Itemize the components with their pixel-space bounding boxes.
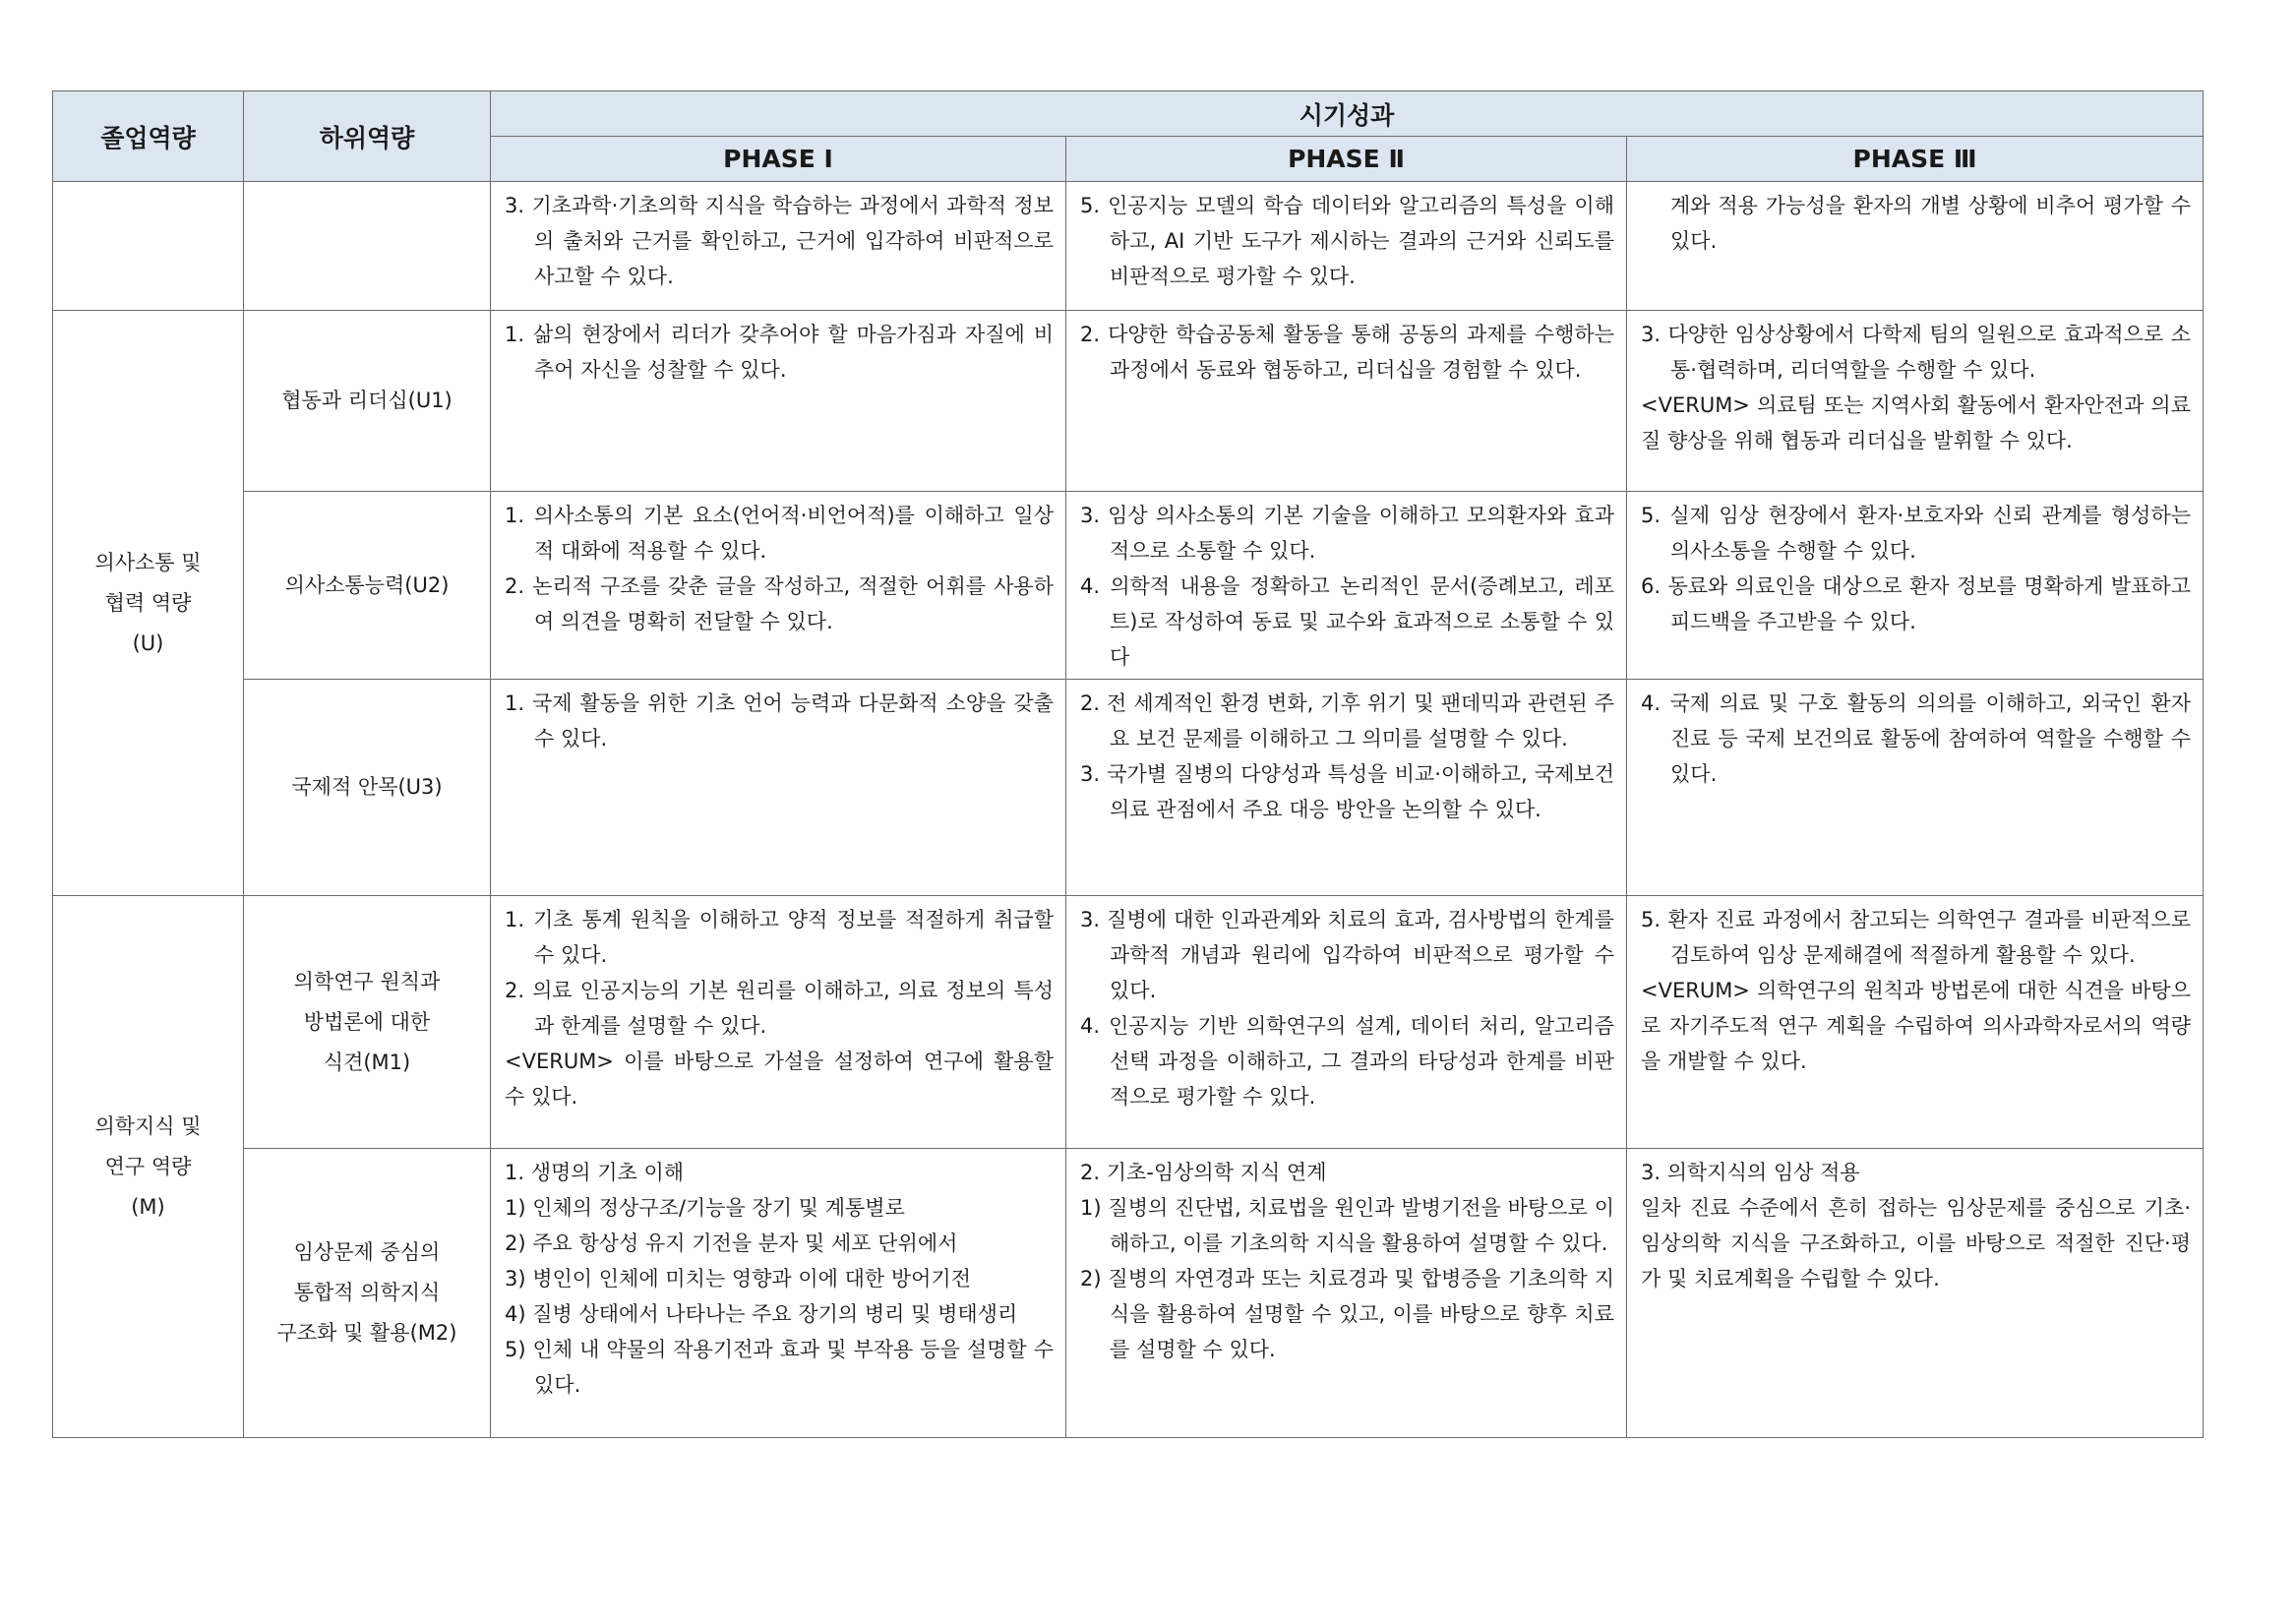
- cell-item: 2. 논리적 구조를 갖춘 글을 작성하고, 적절한 어휘를 사용하여 의견을 명확히 전달할 수 있다.: [505, 574, 1054, 633]
- header-graduation-competency: 졸업역량: [53, 91, 244, 182]
- cell-item: 3. 국가별 질병의 다양성과 특성을 비교·이해하고, 국제보건의료 관점에서 주요 대응 방안을 논의할 수 있다.: [1080, 762, 1614, 821]
- cell-item: 2) 질병의 자연경과 또는 치료경과 및 합병증을 기초의학 지식을 활용하여 설명할 수 있고, 이를 바탕으로 향후 치료를 설명할 수 있다.: [1080, 1267, 1614, 1361]
- cell-item: 6. 동료와 의료인을 대상으로 환자 정보를 명확하게 발표하고 피드백을 주고받을 수 있다.: [1641, 574, 2192, 633]
- phase1-cell: [491, 680, 1066, 896]
- cell-item: 계와 적용 가능성을 환자의 개별 상황에 비추어 평가할 수 있다.: [1670, 194, 2192, 253]
- cell-item: 1. 삶의 현장에서 리더가 갖추어야 할 마음가짐과 자질에 비추어 자신을 성찰할 수 있다.: [505, 323, 1054, 382]
- cell-item: 1. 생명의 기초 이해: [505, 1161, 685, 1184]
- cell-item: 1. 국제 활동을 위한 기초 언어 능력과 다문화적 소양을 갖출 수 있다.: [505, 691, 1054, 750]
- sub-competency-u2: 의사소통능력(U2): [244, 492, 491, 680]
- grad-competency-m: 의학지식 및 연구 역량 (M): [53, 896, 244, 1438]
- cell-item: 3. 임상 의사소통의 기본 기술을 이해하고 모의환자와 효과적으로 소통할 수 있다.: [1080, 504, 1614, 563]
- table-row-u2: [53, 492, 2204, 680]
- cell-item: 5) 인체 내 약물의 작용기전과 효과 및 부작용 등을 설명할 수 있다.: [505, 1338, 1054, 1397]
- phase2-cell: [1066, 896, 1627, 1149]
- cell-item: 5. 실제 임상 현장에서 환자·보호자와 신뢰 관계를 형성하는 의사소통을 수행할 수 있다.: [1641, 504, 2192, 563]
- header-phase-2: PHASE Ⅱ: [1066, 137, 1627, 182]
- cell-item: 3. 다양한 임상상황에서 다학제 팀의 일원으로 효과적으로 소통·협력하며, 리더역할을 수행할 수 있다.: [1641, 323, 2192, 382]
- sub-competency-m1: 의학연구 원칙과 방법론에 대한 식견(M1): [244, 896, 491, 1149]
- grad-competency-u: 의사소통 및 협력 역량 (U): [53, 311, 244, 896]
- sub-competency-u3: 국제적 안목(U3): [244, 680, 491, 896]
- phase2-cell: [1066, 492, 1627, 680]
- header-sub-competency: 하위역량: [244, 91, 491, 182]
- cell-item: 3) 병인이 인체에 미치는 영향과 이에 대한 방어기전: [505, 1267, 971, 1291]
- phase3-cell: [1627, 182, 2204, 311]
- cell-item: 2. 다양한 학습공동체 활동을 통해 공동의 과제를 수행하는 과정에서 동료와 협동하고, 리더십을 경험할 수 있다.: [1080, 323, 1614, 382]
- cell-item: 1. 기초 통계 원칙을 이해하고 양적 정보를 적절하게 취급할 수 있다.: [505, 908, 1054, 967]
- phase1-cell: [491, 1149, 1066, 1438]
- phase1-cell: [491, 492, 1066, 680]
- phase2-cell: [1066, 680, 1627, 896]
- phase2-cell: [1066, 1149, 1627, 1438]
- cell-item: 3. 질병에 대한 인과관계와 치료의 효과, 검사방법의 한계를 과학적 개념과 원리에 입각하여 비판적으로 평가할 수 있다.: [1080, 908, 1614, 1002]
- phase1-cell: [491, 896, 1066, 1149]
- header-period-outcome: 시기성과: [491, 91, 2204, 137]
- header-phase-3: PHASE Ⅲ: [1627, 137, 2204, 182]
- phase3-cell: [1627, 896, 2204, 1149]
- phase2-cell: [1066, 182, 1627, 311]
- competency-table: [52, 90, 2204, 1438]
- cell-item: 3. 기초과학·기초의학 지식을 학습하는 과정에서 과학적 정보의 출처와 근거를 확인하고, 근거에 입각하여 비판적으로 사고할 수 있다.: [505, 194, 1054, 288]
- cell-item: 2. 전 세계적인 환경 변화, 기후 위기 및 팬데믹과 관련된 주요 보건 문제를 이해하고 그 의미를 설명할 수 있다.: [1080, 691, 1614, 750]
- cell-item: <VERUM> 의학연구의 원칙과 방법론에 대한 식견을 바탕으로 자기주도적 연구 계획을 수립하여 의사과학자로서의 역량을 개발할 수 있다.: [1641, 979, 2192, 1073]
- table-row-m2: [53, 1149, 2204, 1438]
- sub-competency-m2: 임상문제 중심의 통합적 의학지식 구조화 및 활용(M2): [244, 1149, 491, 1438]
- cell-item: 4. 국제 의료 및 구호 활동의 의의를 이해하고, 외국인 환자 진료 등 국제 보건의료 활동에 참여하여 역할을 수행할 수 있다.: [1641, 691, 2192, 786]
- cell-item: 5. 환자 진료 과정에서 참고되는 의학연구 결과를 비판적으로 검토하여 임상 문제해결에 적절하게 활용할 수 있다.: [1641, 908, 2192, 967]
- phase2-cell: [1066, 311, 1627, 492]
- cell-item: 3. 의학지식의 임상 적용: [1641, 1161, 1860, 1184]
- cell-item: 2) 주요 항상성 유지 기전을 분자 및 세포 단위에서: [505, 1231, 958, 1255]
- table-row-u1: [53, 311, 2204, 492]
- cell-item: 2. 의료 인공지능의 기본 원리를 이해하고, 의료 정보의 특성과 한계를 설명할 수 있다.: [505, 979, 1054, 1038]
- phase1-cell: [491, 182, 1066, 311]
- cell-item: 4) 질병 상태에서 나타나는 주요 장기의 병리 및 병태생리: [505, 1302, 1018, 1326]
- cell-item: 1. 의사소통의 기본 요소(언어적·비언어적)를 이해하고 일상적 대화에 적용할 수 있다.: [505, 504, 1054, 563]
- cell-item: <VERUM> 의료팀 또는 지역사회 활동에서 환자안전과 의료 질 향상을 위해 협동과 리더십을 발휘할 수 있다.: [1641, 393, 2192, 452]
- cell-item: 1) 질병의 진단법, 치료법을 원인과 발병기전을 바탕으로 이해하고, 이를 기초의학 지식을 활용하여 설명할 수 있다.: [1080, 1196, 1614, 1255]
- cell-item: 4. 인공지능 기반 의학연구의 설계, 데이터 처리, 알고리즘 선택 과정을 이해하고, 그 결과의 타당성과 한계를 비판적으로 평가할 수 있다.: [1080, 1014, 1614, 1109]
- phase3-cell: [1627, 311, 2204, 492]
- cell-item: <VERUM> 이를 바탕으로 가설을 설정하여 연구에 활용할 수 있다.: [505, 1050, 1054, 1109]
- sub-cell-empty: [244, 182, 491, 311]
- sub-competency-u1: 협동과 리더십(U1): [244, 311, 491, 492]
- cell-item: 5. 인공지능 모델의 학습 데이터와 알고리즘의 특성을 이해하고, AI 기반 도구가 제시하는 결과의 근거와 신뢰도를 비판적으로 평가할 수 있다.: [1080, 194, 1614, 288]
- phase3-cell: [1627, 1149, 2204, 1438]
- cell-item: 2. 기초-임상의학 지식 연계: [1080, 1161, 1327, 1184]
- phase3-cell: [1627, 680, 2204, 896]
- cell-item: 4. 의학적 내용을 정확하고 논리적인 문서(증례보고, 레포트)로 작성하여 동료 및 교수와 효과적으로 소통할 수 있다: [1080, 574, 1614, 669]
- table-row-m1: [53, 896, 2204, 1149]
- table-row-u3: [53, 680, 2204, 896]
- phase3-cell: [1627, 492, 2204, 680]
- phase1-cell: [491, 311, 1066, 492]
- table-row-continued: [53, 182, 2204, 311]
- cell-item: 일차 진료 수준에서 흔히 접하는 임상문제를 중심으로 기초·임상의학 지식을 구조화하고, 이를 바탕으로 적절한 진단·평가 및 치료계획을 수립할 수 있다.: [1641, 1196, 2192, 1291]
- cell-item: 1) 인체의 정상구조/기능을 장기 및 계통별로: [505, 1196, 905, 1220]
- grad-cell-empty: [53, 182, 244, 311]
- header-phase-1: PHASE Ⅰ: [491, 137, 1066, 182]
